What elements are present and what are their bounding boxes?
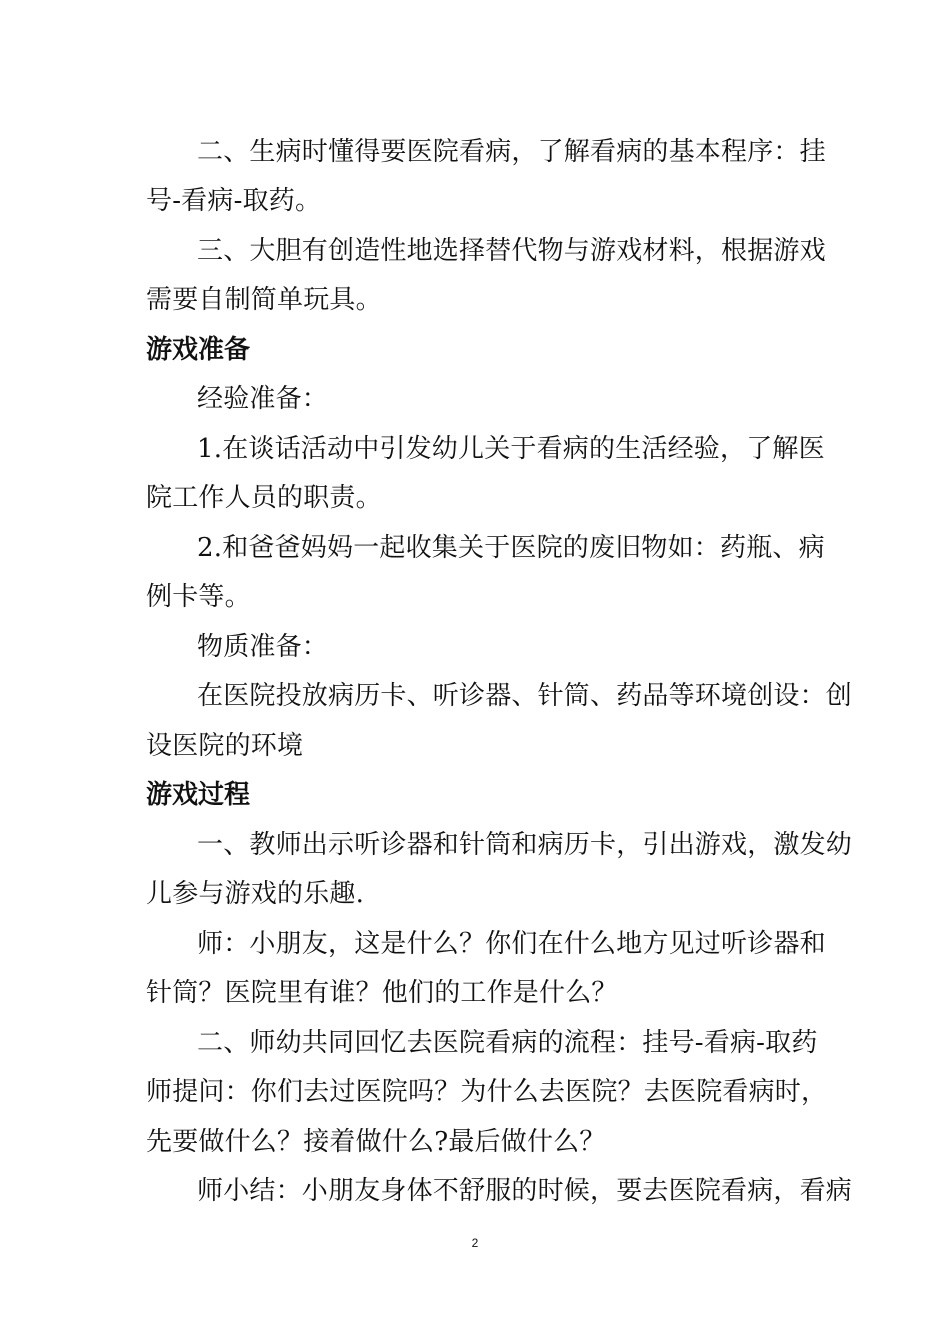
paragraph-line: 师：小朋友，这是什么？你们在什么地方见过听诊器和 bbox=[197, 929, 826, 959]
paragraph-line: 师小结：小朋友身体不舒服的时候，要去医院看病，看病 bbox=[197, 1176, 853, 1206]
paragraph-line: 需要自制简单玩具。 bbox=[146, 285, 382, 315]
paragraph-line: 针筒？医院里有谁？他们的工作是什么？ bbox=[146, 978, 618, 1008]
paragraph-line: 设医院的环境 bbox=[146, 731, 304, 761]
subheading-line: 物质准备： bbox=[197, 632, 329, 662]
paragraph-line: 号-看病-取药。 bbox=[146, 186, 322, 216]
section-heading-game-preparation: 游戏准备 bbox=[146, 335, 251, 365]
paragraph-line: 院工作人员的职责。 bbox=[146, 483, 382, 513]
paragraph-line: 2.和爸爸妈妈一起收集关于医院的废旧物如：药瓶、病 bbox=[197, 533, 825, 563]
paragraph-line: 先要做什么？接着做什么?最后做什么？ bbox=[146, 1127, 606, 1157]
paragraph-line: 儿参与游戏的乐趣. bbox=[146, 879, 365, 909]
paragraph-line: 二、师幼共同回忆去医院看病的流程：挂号-看病-取药 bbox=[197, 1028, 818, 1058]
paragraph-line: 一、教师出示听诊器和针筒和病历卡，引出游戏，激发幼 bbox=[197, 830, 853, 860]
subheading-line: 经验准备： bbox=[197, 384, 329, 414]
paragraph-line: 师提问：你们去过医院吗？为什么去医院？去医院看病时， bbox=[146, 1077, 828, 1107]
page-number: 2 bbox=[471, 1236, 479, 1250]
paragraph-line: 在医院投放病历卡、听诊器、针筒、药品等环境创设：创 bbox=[197, 681, 853, 711]
paragraph-line: 例卡等。 bbox=[146, 582, 251, 612]
paragraph-line: 三、大胆有创造性地选择替代物与游戏材料，根据游戏 bbox=[197, 236, 826, 266]
paragraph-line: 二、生病时懂得要医院看病，了解看病的基本程序：挂 bbox=[197, 137, 826, 167]
paragraph-line: 1.在谈话活动中引发幼儿关于看病的生活经验，了解医 bbox=[197, 434, 825, 464]
section-heading-game-process: 游戏过程 bbox=[146, 780, 251, 810]
